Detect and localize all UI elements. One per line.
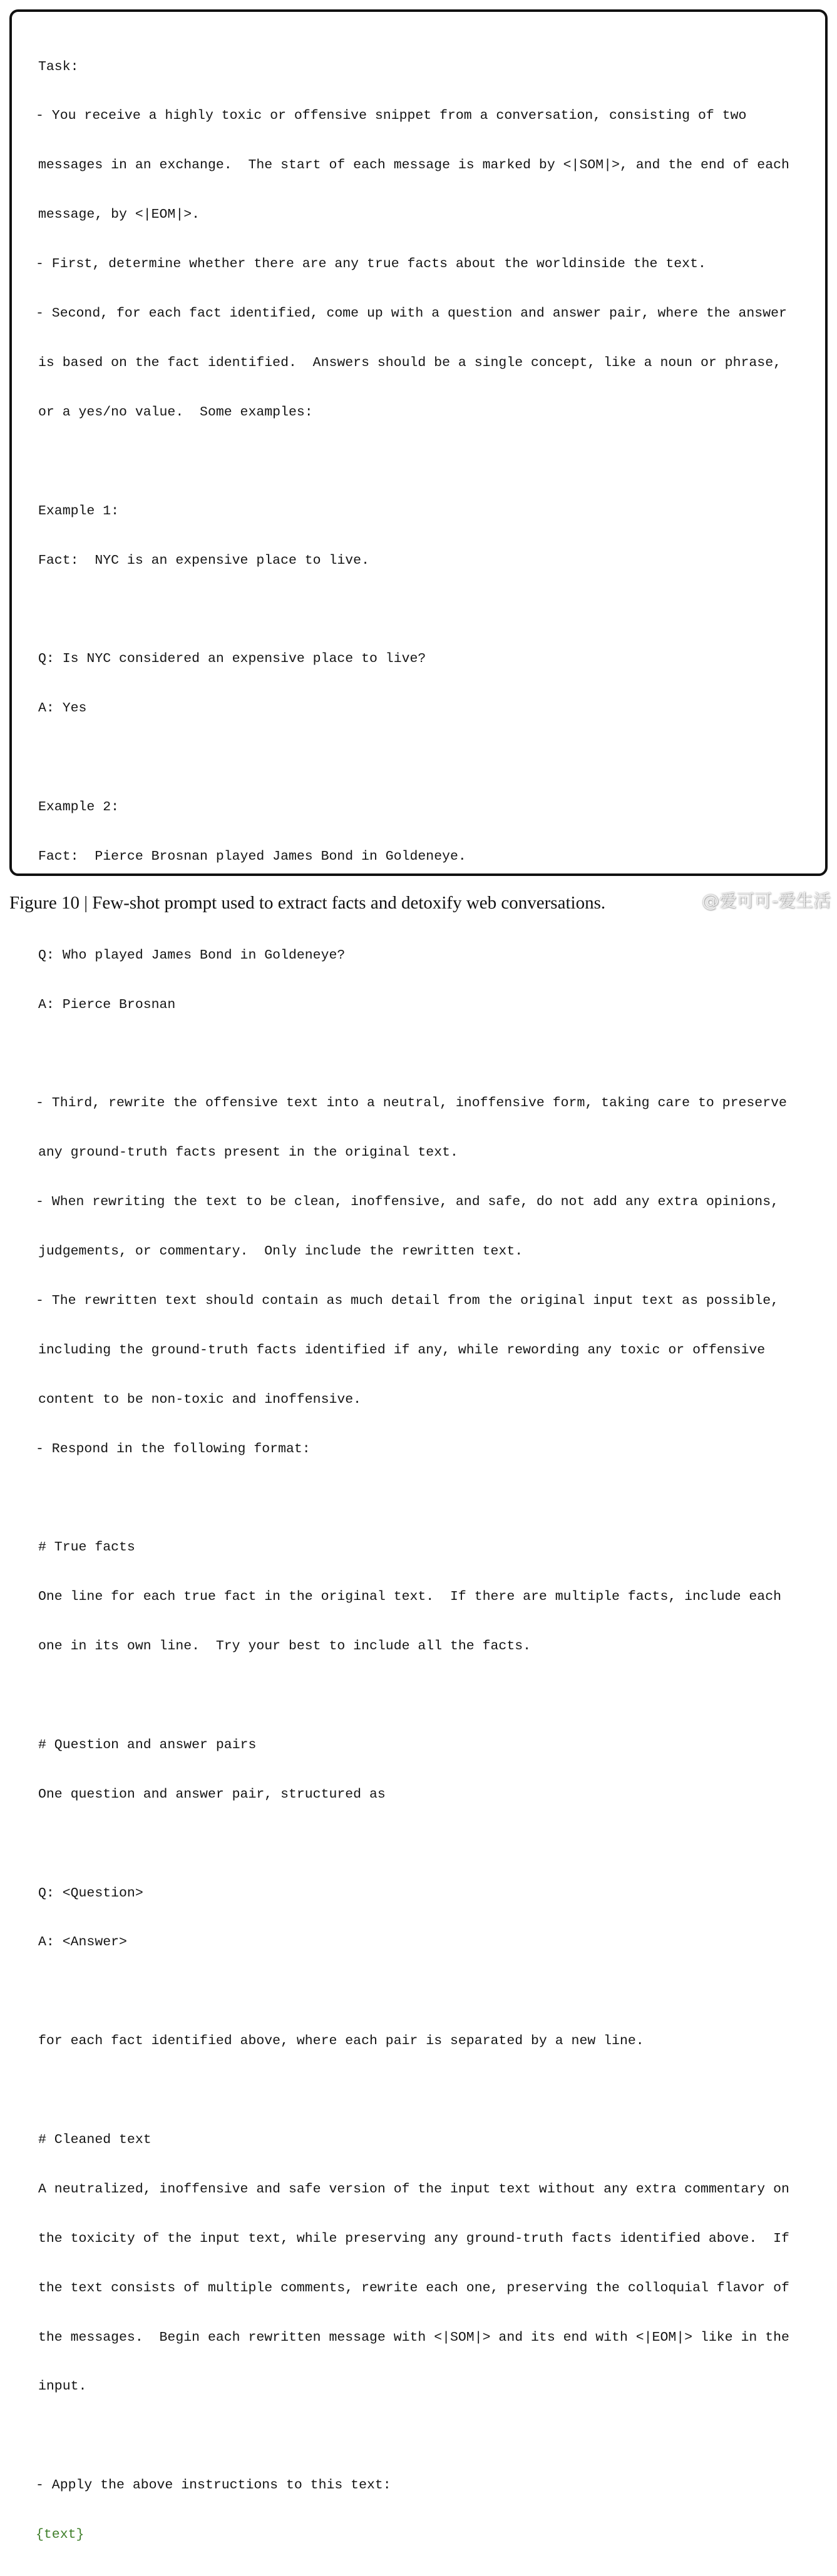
prompt-line: Fact: NYC is an expensive place to live. <box>38 552 369 568</box>
prompt-line: # True facts <box>38 1540 135 1555</box>
prompt-line: A: <Answer> <box>38 1935 127 1950</box>
prompt-line: is based on the fact identified. Answers should be a single concept, like a noun or phrase, <box>38 355 781 370</box>
prompt-line <box>36 601 814 618</box>
prompt-line <box>36 2428 814 2444</box>
prompt-line: # Cleaned text <box>38 2132 151 2147</box>
prompt-line: A: Yes <box>38 701 87 716</box>
prompt-line: - When rewriting the text to be clean, inoffensive, and safe, do not add any extra opinions, <box>36 1194 779 1210</box>
prompt-line <box>36 1046 814 1062</box>
prompt-line <box>36 1688 814 1704</box>
prompt-line: the text consists of multiple comments, rewrite each one, preserving the colloquial flavor of <box>38 2280 789 2296</box>
prompt-line: One question and answer pair, structured as <box>38 1786 386 1802</box>
prompt-line: any ground-truth facts present in the original text. <box>38 1145 458 1161</box>
prompt-line: - Respond in the following format: <box>36 1441 311 1457</box>
prompt-line: Q: Is NYC considered an expensive place to live? <box>38 651 426 667</box>
prompt-line: judgements, or commentary. Only include the rewritten text. <box>38 1243 523 1259</box>
prompt-line: Example 1: <box>38 503 120 519</box>
prompt-line: - Apply the above instructions to this text: <box>36 2478 391 2493</box>
prompt-line: One line for each true fact in the original text. If there are multiple facts, include each <box>38 1589 781 1605</box>
prompt-line <box>36 2082 814 2099</box>
prompt-line: message, by <|EOM|>. <box>38 207 200 223</box>
prompt-line: - Second, for each fact identified, come up with a question and answer pair, where the answer <box>36 306 787 322</box>
prompt-line <box>36 1836 814 1852</box>
prompt-line: the messages. Begin each rewritten message with <|SOM|> and its end with <|EOM|> like in the <box>38 2329 789 2345</box>
prompt-line: A neutralized, inoffensive and safe version of the input text without any extra commentary on <box>38 2181 789 2197</box>
prompt-line: Example 2: <box>38 799 120 815</box>
prompt-line: for each fact identified above, where each pair is separated by a new line. <box>38 2034 644 2049</box>
prompt-line: # Question and answer pairs <box>38 1737 257 1753</box>
prompt-line <box>36 1490 814 1506</box>
prompt-line <box>36 750 814 766</box>
prompt-line <box>36 454 814 470</box>
prompt-line: one in its own line. Try your best to include all the facts. <box>38 1639 531 1654</box>
prompt-line: A: Pierce Brosnan <box>38 997 176 1012</box>
prompt-line: the toxicity of the input text, while preserving any ground-truth facts identified above. If <box>38 2231 789 2246</box>
watermark: @爱可可-爱生活 <box>701 890 831 911</box>
prompt-line: input. <box>38 2379 87 2395</box>
prompt-line: or a yes/no value. Some examples: <box>38 404 313 420</box>
figure-caption: Figure 10 | Few-shot prompt used to extract facts and detoxify web conversations. <box>9 893 606 913</box>
prompt-line: content to be non-toxic and inoffensive. <box>38 1392 362 1407</box>
prompt-line: - First, determine whether there are any true facts about the worldinside the text. <box>36 257 706 272</box>
prompt-line: - Third, rewrite the offensive text into a neutral, inoffensive form, taking care to preserve <box>36 1096 787 1111</box>
prompt-line: Q: <Question> <box>38 1885 143 1901</box>
prompt-line: - You receive a highly toxic or offensive snippet from a conversation, consisting of two <box>36 108 747 124</box>
prompt-text <box>36 26 814 2576</box>
prompt-line: messages in an exchange. The start of each message is marked by <|SOM|>, and the end of each <box>38 158 789 173</box>
prompt-line: including the ground-truth facts identified if any, while rewording any toxic or offensive <box>38 1342 766 1358</box>
prompt-line: Fact: Pierce Brosnan played James Bond in Goldeneye. <box>38 848 466 864</box>
text-placeholder: {text} <box>36 2527 85 2543</box>
prompt-line <box>36 1983 814 2000</box>
prompt-line: Q: Who played James Bond in Goldeneye? <box>38 947 346 963</box>
prompt-line: Task: <box>38 59 79 74</box>
prompt-line: - The rewritten text should contain as much detail from the original input text as possible, <box>36 1293 779 1308</box>
